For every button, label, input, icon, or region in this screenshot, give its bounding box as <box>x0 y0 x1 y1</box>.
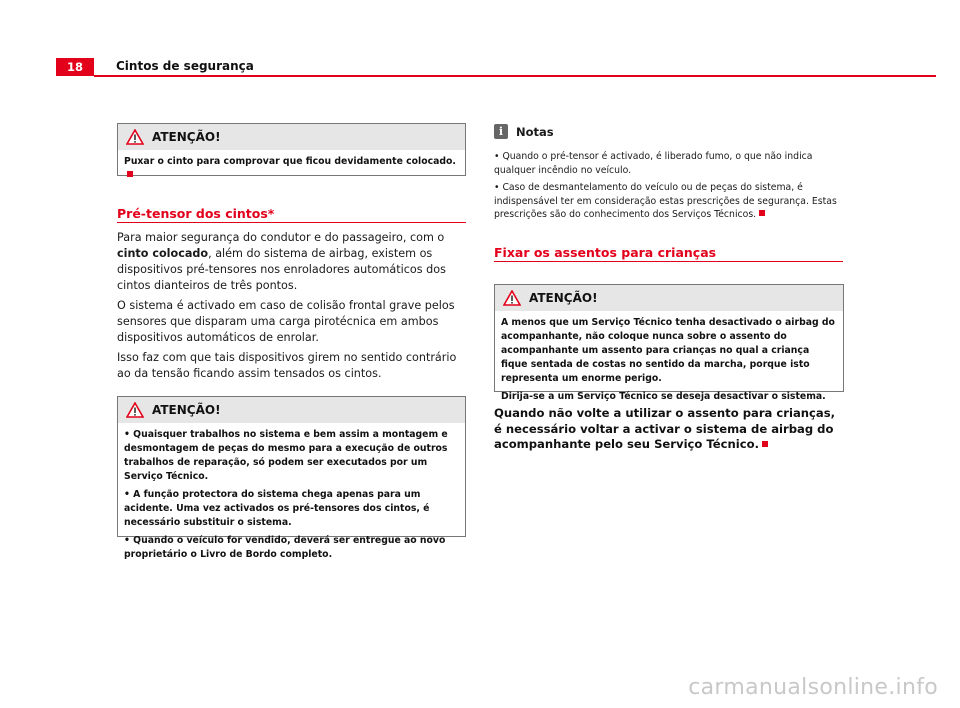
notes-heading <box>494 124 554 139</box>
warning-item: A menos que um Serviço Técnico tenha desactivado o airbag do acompanhante, não coloque nunca sobre o assento do acompanhante um assento para crianças no qual a criança fique sentada de costas no sentido da marcha, porque isto representa um enorme perigo. <box>501 317 835 384</box>
warning-item: Dirija-se a um Serviço Técnico se deseja desactivar o sistema. <box>501 391 826 402</box>
warning-header <box>118 397 465 423</box>
warning-box-belt-check <box>117 123 466 176</box>
pretensioner-p2: O sistema é activado em caso de colisão frontal grave pelos sensores que disparam uma carga pirotécnica em ambos dispositivos automáticos de enrolar. <box>117 299 455 344</box>
end-marker-icon <box>762 441 768 447</box>
end-marker-icon <box>759 210 765 216</box>
pretensioner-p1-post: , além do sistema de airbag, existem os dispositivos pré-tensores nos enroladores automáticos dos cintos dianteiros de três pontos. <box>117 247 446 292</box>
section-heading-child-seats: Fixar os assentos para crianças <box>494 245 717 260</box>
warning-item: • Quaisquer trabalhos no sistema e bem assim a montagem e desmontagem de peças do mesmo para a execução de outros trabalhos de reparação, só podem ser executados por um Serviço Técnico. <box>124 429 448 482</box>
warning-header <box>118 124 465 150</box>
warning-title: ATENÇÃO! <box>152 403 221 417</box>
warning-title: ATENÇÃO! <box>152 130 221 144</box>
warning-title: ATENÇÃO! <box>529 291 598 305</box>
notes-title: Notas <box>516 124 554 139</box>
warning-header <box>495 285 843 311</box>
page-title: Cintos de segurança <box>116 59 254 73</box>
warning-triangle-icon <box>126 129 144 145</box>
warning-item: • Quando o veículo for vendido, deverá ser entregue ao novo proprietário o Livro de Bordo completo. <box>124 535 446 560</box>
notes-body <box>494 150 839 226</box>
note-item: • Quando o pré-tensor é activado, é liberado fumo, o que não indica qualquer incêndio no veículo. <box>494 151 813 176</box>
note-item: • Caso de desmantelamento do veículo ou de peças do sistema, é indispensável ter em consideração estas prescrições de segurança. Estas prescrições são do conhecimento dos Serviços Técnicos. <box>494 182 837 220</box>
watermark: carmanualsonline.info <box>688 675 938 700</box>
pretensioner-p1-bold: cinto colocado <box>117 247 209 260</box>
pretensioner-p1-pre: Para maior segurança do condutor e do passageiro, com o <box>117 231 445 244</box>
pretensioner-body <box>117 230 469 386</box>
header-rule <box>94 75 936 77</box>
warning-box-child-seats <box>494 284 844 402</box>
warning-box-pretensioner <box>117 396 466 560</box>
info-icon: i <box>494 124 508 139</box>
pretensioner-p3: Isso faz com que tais dispositivos girem no sentido contrário ao da tensão ficando assim tensados os cintos. <box>117 351 457 380</box>
warning-item: • A função protectora do sistema chega apenas para um acidente. Uma vez activados os pré-tensores dos cintos, é necessário substituir o sistema. <box>124 489 430 528</box>
section-heading-pretensioner: Pré-tensor dos cintos* <box>117 206 275 221</box>
end-marker-icon <box>127 171 133 177</box>
warning-triangle-icon <box>126 402 144 418</box>
warning-triangle-icon <box>503 290 521 306</box>
bold-note-text: Quando não volte a utilizar o assento para crianças, é necessário voltar a activar o sistema de airbag do acompanhante pelo seu Serviço Técnico. <box>494 406 836 451</box>
child-seats-bold-note <box>494 406 844 453</box>
warning-text: Puxar o cinto para comprovar que ficou devidamente colocado. <box>124 156 456 167</box>
page-number: 18 <box>56 58 94 76</box>
section-rule <box>494 261 843 262</box>
section-rule <box>117 222 466 223</box>
